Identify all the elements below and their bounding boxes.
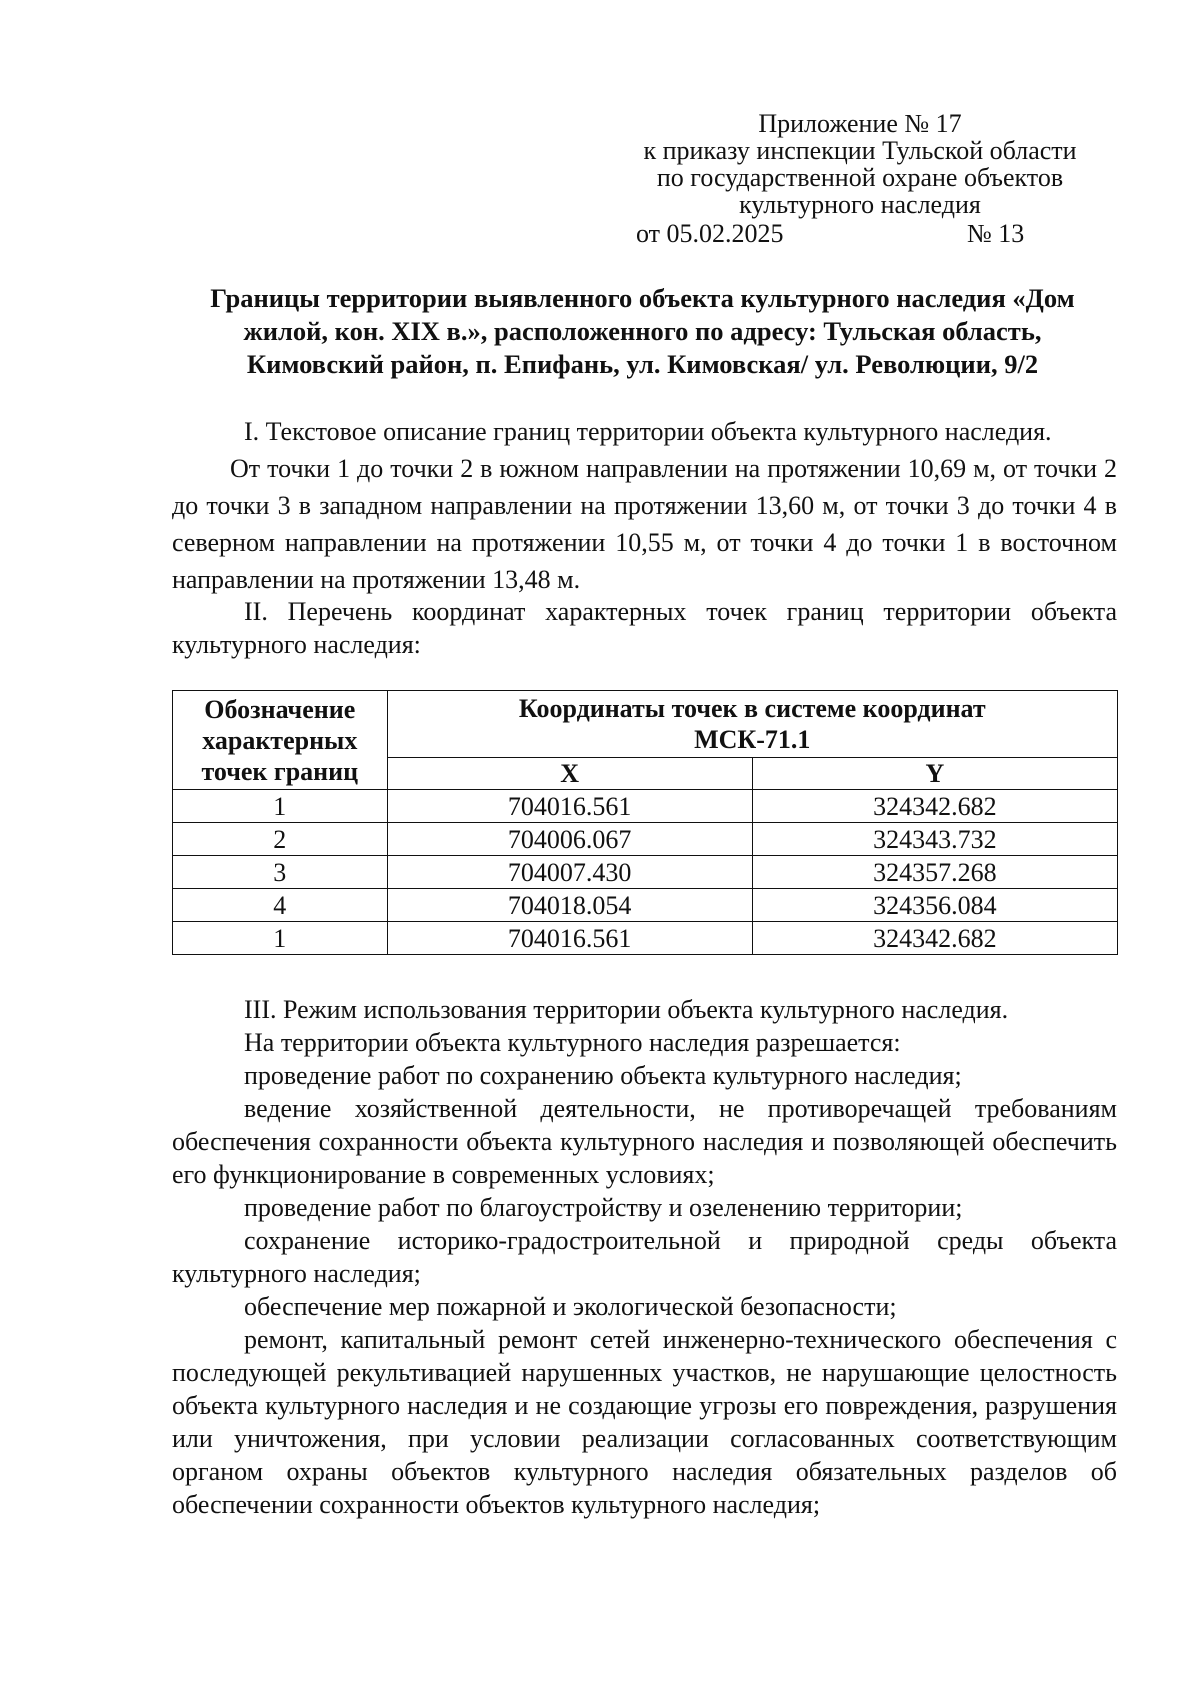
section-2 (172, 595, 1117, 661)
section-2-heading: II. Перечень координат характерных точек границ территории объекта культурного наследия: (172, 597, 1117, 659)
y-cell: 324342.682 (752, 922, 1117, 955)
title-line-1: Границы территории выявленного объекта культурного наследия «Дом (210, 283, 1075, 313)
title-line-3: Кимовский район, п. Епифань, ул. Кимовская/ ул. Революции, 9/2 (246, 349, 1039, 379)
section-1-text: От точки 1 до точки 2 в южном направлении на протяжении 10,69 м, от точки 2 до точки 3 в западном направлении на протяжении 13,60 м, от точки 3 до точки 4 в северном направлении на протяжении 10,55 м, от точки 4 до точки 1 в восточном направлении на протяжении 13,48 м. (172, 454, 1117, 594)
approval-line-2: к приказу инспекции Тульской области (643, 136, 1077, 165)
title-line-2: жилой, кон. XIX в.», расположенного по адресу: Тульская область, (243, 316, 1042, 346)
y-cell: 324342.682 (752, 790, 1117, 823)
document-title (170, 282, 1115, 381)
point-cell: 3 (173, 856, 388, 889)
permitted-item: проведение работ по сохранению объекта культурного наследия; (244, 1061, 962, 1090)
table-row (173, 790, 1118, 823)
x-cell: 704016.561 (387, 790, 752, 823)
table-row (173, 889, 1118, 922)
point-cell: 1 (173, 790, 388, 823)
appendix-number: Приложение № 17 (758, 109, 962, 138)
table-row (173, 922, 1118, 955)
section-3-heading: III. Режим использования территории объекта культурного наследия. (244, 995, 1009, 1024)
x-cell: 704006.067 (387, 823, 752, 856)
permitted-item: проведение работ по благоустройству и озеленению территории; (244, 1193, 963, 1222)
order-date: от 05.02.2025 (636, 219, 784, 248)
approval-stamp (600, 110, 1120, 218)
point-designation-header: Обозначение характерных точек границ (173, 691, 388, 790)
coordinates-table (172, 690, 1118, 955)
table-row (173, 823, 1118, 856)
section-1-heading: I. Текстовое описание границ территории объекта культурного наследия. (244, 417, 1052, 446)
y-header: Y (752, 758, 1117, 790)
section-3-intro: На территории объекта культурного наследия разрешается: (244, 1028, 901, 1057)
permitted-item: ремонт, капитальный ремонт сетей инженерно-технического обеспечения с последующей рекультивацией нарушенных участков, не нарушающие целостность объекта культурного наследия и не создающие угрозы его повреждения, разрушения или уничтожения, при условии реализации согласованных соответствующим органом охраны объектов культурного наследия обязательных разделов об обеспечении сохранности объектов культурного наследия; (172, 1325, 1117, 1519)
y-cell: 324357.268 (752, 856, 1117, 889)
x-cell: 704016.561 (387, 922, 752, 955)
coordinates-header-line-1: Координаты точек в системе координат (518, 694, 986, 723)
y-cell: 324356.084 (752, 889, 1117, 922)
coordinates-system-header (387, 691, 1117, 758)
x-header: X (387, 758, 752, 790)
permitted-item: обеспечение мер пожарной и экологической безопасности; (244, 1292, 897, 1321)
approval-line-3: по государственной охране объектов (656, 163, 1064, 192)
order-line (0, 218, 1200, 250)
permitted-item: сохранение историко-градостроительной и природной среды объекта культурного наследия; (172, 1226, 1117, 1288)
table-row (173, 856, 1118, 889)
section-3 (172, 993, 1117, 1521)
permitted-item: ведение хозяйственной деятельности, не противоречащей требованиям обеспечения сохранности объекта культурного наследия и позволяющей обеспечить его функционирование в современных условиях; (172, 1094, 1117, 1189)
coordinates-header-line-2: МСК-71.1 (694, 725, 811, 754)
x-cell: 704018.054 (387, 889, 752, 922)
y-cell: 324343.732 (752, 823, 1117, 856)
x-cell: 704007.430 (387, 856, 752, 889)
point-cell: 4 (173, 889, 388, 922)
section-1 (172, 413, 1117, 598)
order-number: № 13 (967, 219, 1025, 248)
point-cell: 2 (173, 823, 388, 856)
point-cell: 1 (173, 922, 388, 955)
approval-line-4: культурного наследия (739, 190, 981, 219)
